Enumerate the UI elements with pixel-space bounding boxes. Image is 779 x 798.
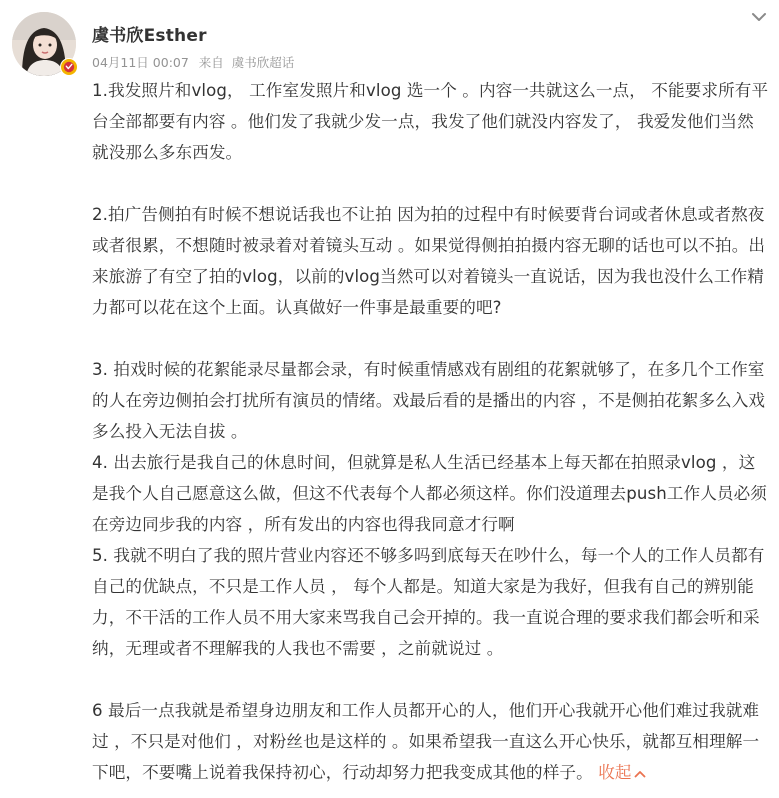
- post-paragraph-1: 1.我发照片和vlog， 工作室发照片和vlog 选一个 。内容一共就这么一点， 不能要求所有平台全部都要有内容 。他们发了我就少发一点，我发了他们就没内容发了， 我爱发他们当然就没那么多东西发。: [92, 81, 769, 162]
- post-meta: [92, 53, 294, 71]
- post-paragraph-5: 5. 我就不明白了我的照片营业内容还不够多吗到底每天在吵什么，每一个人的工作人员都有自己的优缺点，不只是工作人员 ， 每个人都是。知道大家是为我好，但我有自己的辨别能力，不干活的工作人员不用大家来骂我自己会开掉的。我一直说合理的要求我们都会听和采纳，无理或者不理解我的人我也不需要 ，之前就说过 。: [92, 546, 765, 658]
- paragraph-spacer: [92, 664, 770, 695]
- post-header: [0, 0, 779, 82]
- post-paragraph-6: [92, 695, 770, 788]
- timestamp[interactable]: 04月11日 00:07: [92, 55, 189, 70]
- paragraph-spacer: [92, 168, 770, 199]
- chevron-down-icon[interactable]: [748, 8, 770, 26]
- post-paragraph-6-text: 6 最后一点我就是希望身边朋友和工作人员都开心的人，他们开心我就开心他们难过我就难过 ，不只是对他们 ，对粉丝也是这样的 。如果希望我一直这么开心快乐，就都互相理解一下吧，不要嘴上说着我保持初心，行动却努力把我变成其他的样子。: [92, 701, 760, 782]
- paragraph-spacer: [92, 323, 770, 354]
- post-paragraph-3: 3. 拍戏时候的花絮能录尽量都会录，有时候重情感戏有剧组的花絮就够了，在多几个工作室的人在旁边侧拍会打扰所有演员的情绪。戏最后看的是播出的内容 ，不是侧拍花絮多么入戏多么投入无法自拔 。: [92, 360, 766, 441]
- post-content: [92, 75, 770, 788]
- source-label: 来自: [198, 55, 224, 70]
- collapse-label: 收起: [598, 763, 632, 782]
- post-paragraph-2: 2.拍广告侧拍有时候不想说话我也不让拍 因为拍的过程中有时候要背台词或者休息或者熬夜或者很累，不想随时被录着对着镜头互动 。如果觉得侧拍拍摄内容无聊的话也可以不拍。出来旅游了有空了拍的vlog，以前的vlog当然可以对着镜头一直说话，因为我也没什么工作精力都可以花在这个上面。认真做好一件事是最重要的吧?: [92, 205, 766, 317]
- chevron-up-icon: [633, 768, 647, 780]
- source-link[interactable]: 虞书欣超话: [231, 55, 295, 70]
- username[interactable]: 虞书欣Esther: [92, 26, 207, 46]
- verified-badge-icon: [60, 58, 78, 76]
- collapse-link[interactable]: [598, 763, 646, 782]
- post-paragraph-4: 4. 出去旅行是我自己的休息时间，但就算是私人生活已经基本上每天都在拍照录vlog ，这是我个人自己愿意这么做，但这不代表每个人都必须这样。你们没道理去push工作人员必须在旁边同步我的内容 ，所有发出的内容也得我同意才行啊: [92, 453, 767, 534]
